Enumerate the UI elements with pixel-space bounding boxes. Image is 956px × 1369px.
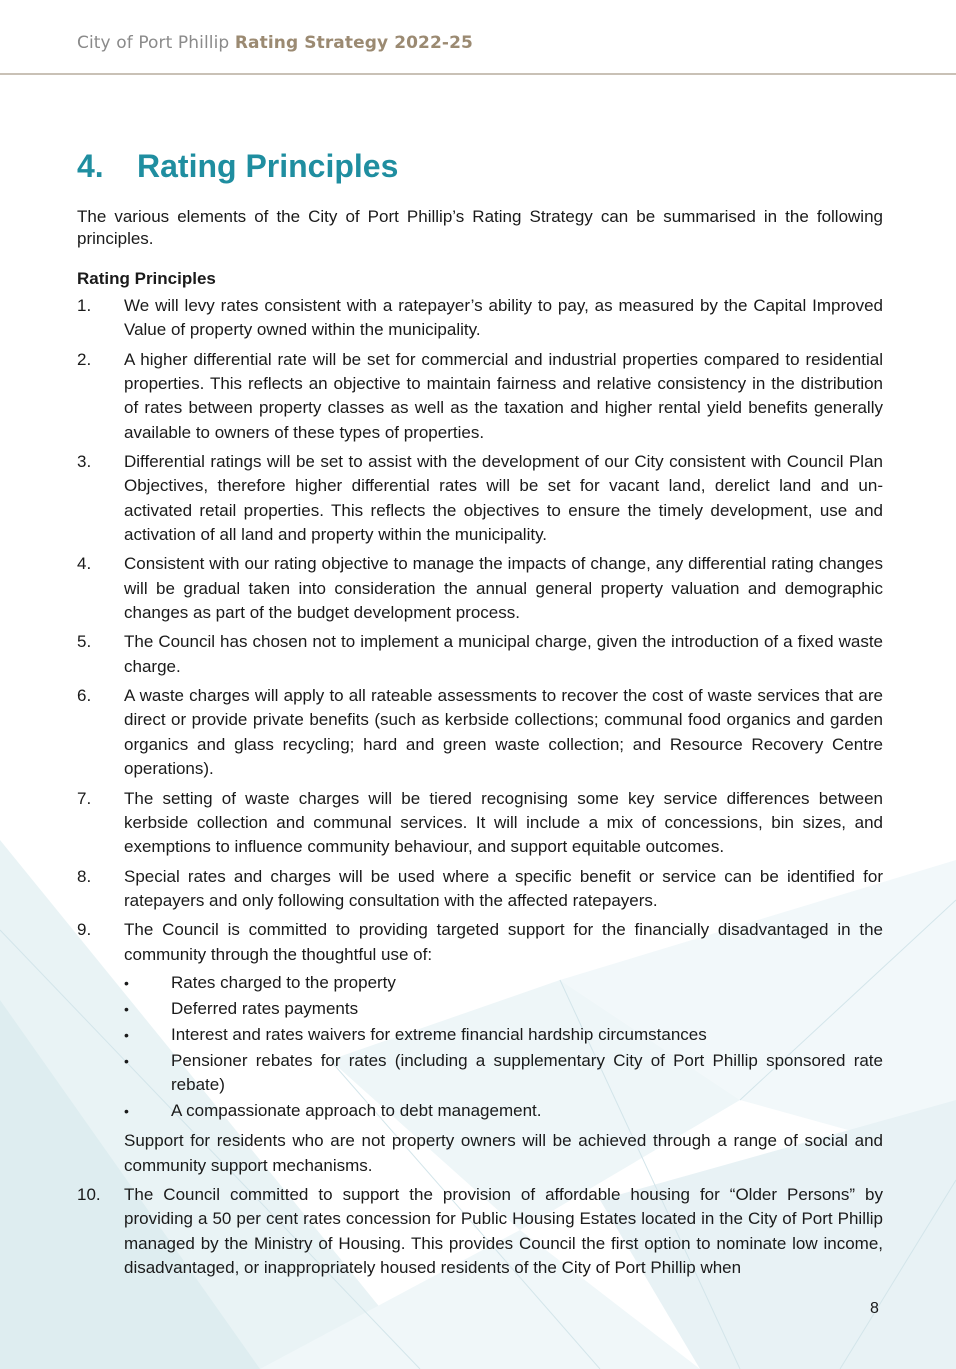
section-heading [77, 148, 398, 185]
bullet-item [124, 1023, 883, 1047]
principle-text: A higher differential rate will be set for commercial and industrial properties compared to residential properties. This reflects an objective to maintain fairness and relative consistency in the distribution of rates between property classes as well as the taxation and higher rental yield benefits generally available to owners of these types of properties. [124, 349, 883, 442]
principles-list [77, 294, 883, 1285]
principle-number: 5. [77, 632, 92, 652]
header-doc-title: Rating Strategy 2022-25 [234, 33, 473, 53]
principle-item [77, 684, 883, 782]
bullet-item [124, 971, 883, 995]
intro-paragraph: The various elements of the City of Port Phillip’s Rating Strategy can be summarised in the following principles. [77, 207, 883, 248]
principle-number: 6. [77, 686, 92, 706]
principle-text: The Council is committed to providing targeted support for the financially disadvantaged in the community through the thoughtful use of: [124, 920, 883, 964]
principle-text: Consistent with our rating objective to manage the impacts of change, any differential rating changes will be gradual taken into consideration the annual general property valuation and demographic changes as part of the budget development process. [124, 554, 883, 623]
support-paragraph: Support for residents who are not property owners will be achieved through a range of social and community support mechanisms. [124, 1131, 883, 1175]
bullet-icon: • [124, 1102, 129, 1119]
principle-number: 2. [77, 349, 92, 369]
principle-item [77, 450, 883, 548]
header-org: City of Port Phillip [77, 33, 230, 53]
principle-text: We will levy rates consistent with a ratepayer’s ability to pay, as measured by the Capital Improved Value of property owned within the municipality. [124, 296, 883, 340]
principle-item [77, 348, 883, 446]
principle-number: 8. [77, 866, 92, 886]
header-divider [0, 73, 956, 75]
principle-item [77, 630, 883, 679]
principle-item [77, 865, 883, 914]
principle-item [77, 552, 883, 625]
principle-item [77, 787, 883, 860]
bullet-icon: • [124, 1052, 129, 1069]
principle-text: Differential ratings will be set to assist with the development of our City consistent with Council Plan Objectives, therefore higher differential rates will be set for vacant land, derelict land and un-activated retail properties. This reflects the objectives to ensure the timely development, use and activation of all land and property within the municipality. [124, 452, 883, 545]
bullet-item [124, 1049, 883, 1098]
principle-text: Special rates and charges will be used where a specific benefit or service can be identified for ratepayers and only following consultation with the affected ratepayers. [124, 866, 883, 910]
principle-text: The setting of waste charges will be tiered recognising some key service differences between kerbside collection and communal services. It will include a mix of concessions, bin sizes, and exemptions to influence community behaviour, and support equitable outcomes. [124, 788, 883, 857]
principle-item [77, 918, 883, 1178]
principle-number: 7. [77, 788, 92, 808]
principle-text: The Council has chosen not to implement a municipal charge, given the introduction of a fixed waste charge. [124, 632, 883, 676]
bullet-item [124, 1099, 883, 1123]
bullet-icon: • [124, 1000, 129, 1017]
principle-text: A waste charges will apply to all rateable assessments to recover the cost of waste services that are direct or provide private benefits (such as kerbside collections; communal food organics and garden organics and glass recycling; hard and green waste collection; and Resource Recovery Centre operations). [124, 686, 883, 779]
bullet-item [124, 997, 883, 1021]
subheading: Rating Principles [77, 269, 216, 288]
principle-number: 3. [77, 452, 92, 472]
bullet-text: Pensioner rebates for rates (including a supplementary City of Port Phillip sponsored rate rebate) [171, 1050, 883, 1095]
bullet-text: A compassionate approach to debt management. [171, 1100, 542, 1120]
bullet-icon: • [124, 974, 129, 991]
principle-number: 4. [77, 554, 92, 574]
principle-text: The Council committed to support the provision of affordable housing for “Older Persons” by providing a 50 per cent rates concession for Public Housing Estates located in the City of Port Phillip managed by the Ministry of Housing. This provides Council the first option to nominate low income, disadvantaged, or inappropriately housed residents of the City of Port Phillip when [124, 1184, 883, 1278]
bullet-text: Deferred rates payments [171, 998, 359, 1018]
section-title: Rating Principles [137, 148, 399, 184]
principle-number: 9. [77, 920, 92, 940]
principle-item [77, 294, 883, 343]
principle-item [77, 1183, 883, 1281]
bullet-text: Interest and rates waivers for extreme financial hardship circumstances [171, 1024, 707, 1044]
support-bullet-list [124, 971, 883, 1123]
page-number: 8 [870, 1300, 879, 1317]
bullet-icon: • [124, 1026, 129, 1043]
running-header [77, 33, 473, 53]
section-number: 4. [77, 148, 104, 184]
principle-number: 1. [77, 296, 92, 315]
principle-number: 10. [77, 1184, 101, 1204]
bullet-text: Rates charged to the property [171, 972, 396, 992]
